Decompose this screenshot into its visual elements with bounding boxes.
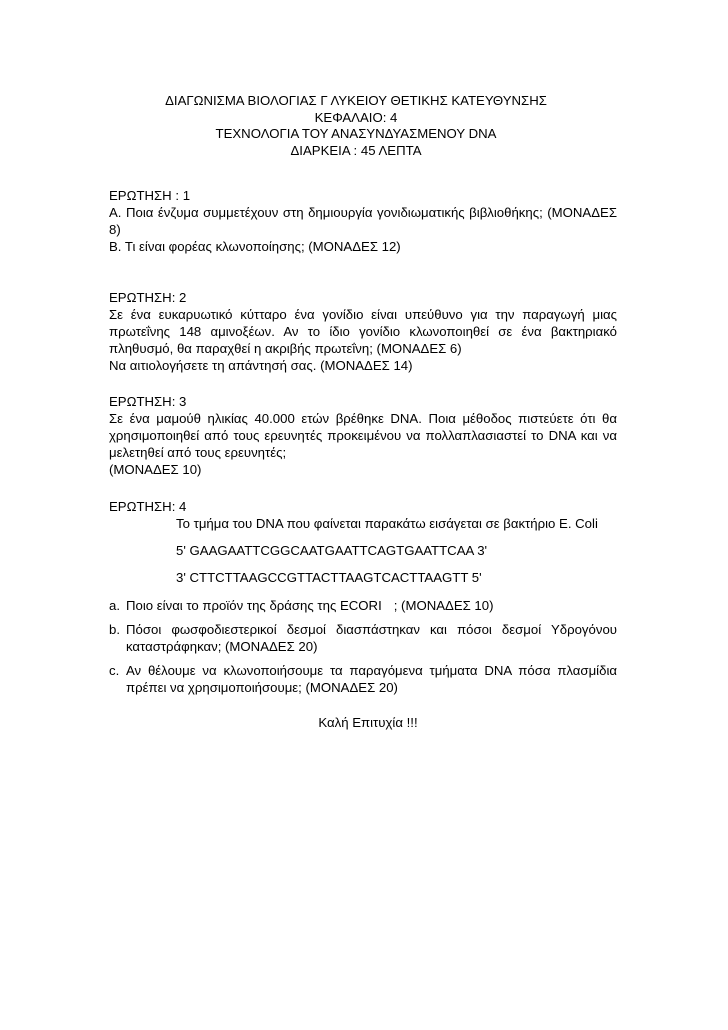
list-marker: c.	[109, 663, 120, 678]
question-2-title: ΕΡΩΤΗΣΗ: 2	[109, 290, 187, 305]
header-title: ΔΙΑΓΩΝΙΣΜΑ ΒΙΟΛΟΓΙΑΣ Γ ΛΥΚΕΙΟΥ ΘΕΤΙΚΗΣ ΚΑΤΕΥΘΥΝΣΗΣ	[165, 93, 547, 108]
question-4	[109, 498, 617, 696]
question-4-title: ΕΡΩΤΗΣΗ: 4	[109, 499, 187, 514]
subquestion-c-text: Αν θέλουμε να κλωνοποιήσουμε τα παραγόμενα τμήματα DNA πόσα πλασμίδια πρέπει να χρησιμοποιήσουμε; (ΜΟΝΑΔΕΣ 20)	[126, 663, 617, 695]
question-4-intro: Το τμήμα του DNA που φαίνεται παρακάτω εισάγεται σε βακτήριο E. Coli	[176, 516, 598, 531]
list-item	[109, 621, 617, 655]
header-chapter: ΚΕΦΑΛΑΙΟ: 4	[314, 109, 398, 125]
list-item	[109, 662, 617, 696]
question-3-title: ΕΡΩΤΗΣΗ: 3	[109, 394, 187, 409]
closing-wish: Καλή Επιτυχία !!!	[318, 715, 418, 730]
header-duration: ΔΙΑΡΚΕΙΑ : 45 ΛΕΠΤΑ	[290, 142, 422, 158]
question-1-title: ΕΡΩΤΗΣΗ : 1	[109, 188, 191, 203]
subquestion-a-text: Ποιο είναι το προϊόν της δράσης της ECORI	[126, 598, 382, 613]
subquestion-a-points: ; (ΜΟΝΑΔΕΣ 10)	[393, 598, 494, 613]
question-2-text: Σε ένα ευκαρυωτικό κύτταρο ένα γονίδιο είναι υπεύθυνο για την παραγωγή μιας πρωτεΐνης 148 αμινοξέων. Αν το ίδιο γονίδιο κλωνοποιηθεί σε ένα βακτηριακό πληθυσμό, θα παραχθεί η ακριβής πρωτεΐνη; (ΜΟΝΑΔΕΣ 6)	[109, 307, 617, 356]
dna-strand-3-to-5: 3' CTTCTTAAGCCGTTACTTAAGTCACTTAAGTT 5'	[176, 570, 482, 585]
question-2-justify: Να αιτιολογήσετε τη απάντησή σας. (ΜΟΝΑΔΕΣ 14)	[109, 358, 413, 373]
exam-page	[109, 93, 617, 730]
exam-header	[95, 93, 617, 159]
question-1-part-b: Β. Τι είναι φορέας κλωνοποίησης; (ΜΟΝΑΔΕΣ 12)	[109, 239, 401, 254]
list-item	[109, 597, 617, 614]
list-marker: b.	[109, 622, 120, 637]
dna-strand-5-to-3: 5' GAAGAATTCGGCAATGAATTCAGTGAATTCAA 3'	[176, 543, 488, 558]
question-3-text: Σε ένα μαμούθ ηλικίας 40.000 ετών βρέθηκε DNA. Ποια μέθοδος πιστεύετε ότι θα χρησιμοποιηθεί από τους ερευνητές προκειμένου να πολλαπλασιαστεί το DNA και να μελετηθεί από τους ερευνητές;	[109, 411, 617, 460]
question-4-subquestions	[109, 597, 617, 696]
question-2	[109, 289, 617, 374]
subquestion-b-text: Πόσοι φωσφοδιεστερικοί δεσμοί διασπάστηκαν και πόσοι δεσμοί Υδρογόνου καταστράφηκαν; (ΜΟΝΑΔΕΣ 20)	[126, 622, 617, 654]
question-1-part-a: Α. Ποια ένζυμα συμμετέχουν στη δημιουργία γονιδιωματικής βιβλιοθήκης; (ΜΟΝΑΔΕΣ 8)	[109, 205, 617, 237]
list-marker: a.	[109, 598, 120, 613]
question-3	[109, 393, 617, 478]
question-1	[109, 187, 617, 255]
question-3-points: (ΜΟΝΑΔΕΣ 10)	[109, 462, 202, 477]
header-topic: ΤΕΧΝΟΛΟΓΙΑ ΤΟΥ ΑΝΑΣΥΝΔΥΑΣΜΕΝΟΥ DNA	[215, 126, 497, 141]
